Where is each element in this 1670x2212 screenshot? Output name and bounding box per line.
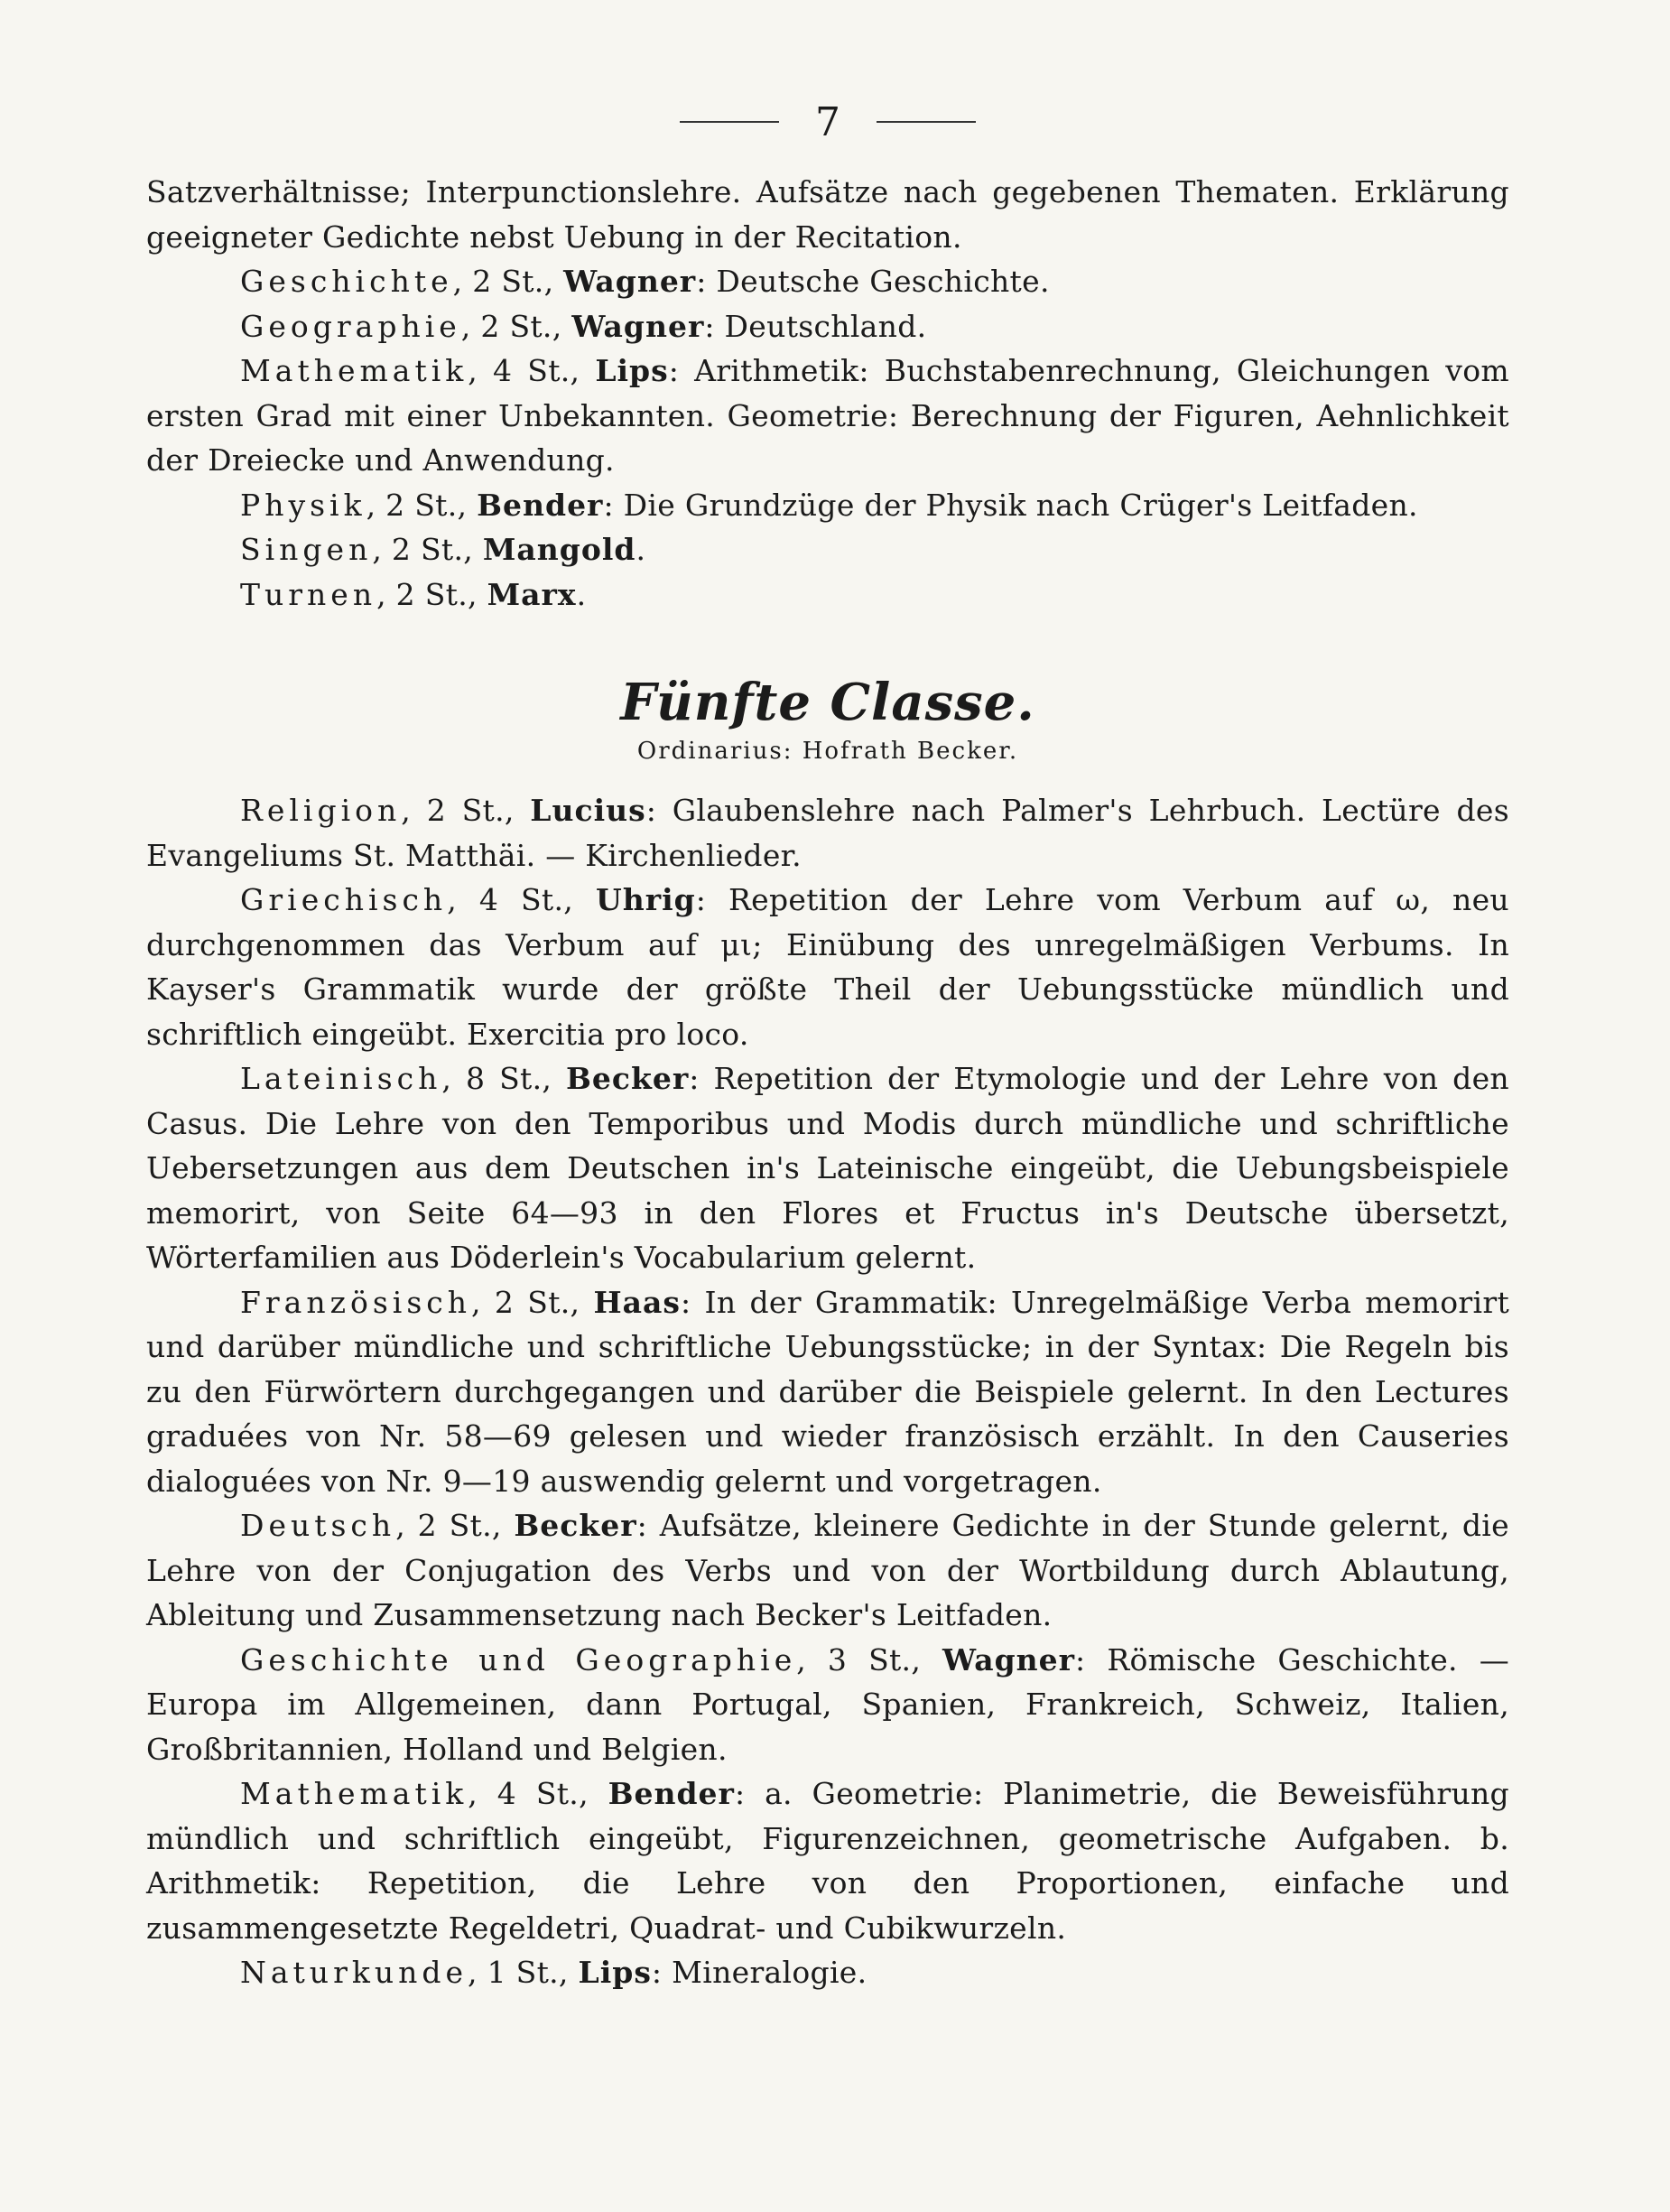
subject-hours: , 2 St., (452, 264, 564, 299)
subject-name: Geschichte und Geographie (240, 1641, 797, 1678)
teacher-name: Wagner (571, 308, 705, 344)
subject-name: Mathematik (240, 1776, 469, 1811)
teacher-name: Lips (595, 353, 669, 388)
section-heading: Fünfte Classe. (620, 673, 1035, 732)
subject-name: Geschichte (240, 264, 453, 299)
subject-paragraph (146, 1638, 1509, 1772)
subject-description: : Repetition der Etymologie und der Lehre von den Casus. Die Lehre von den Temporibus und Modis durch mündliche und schriftliche Uebersetzungen aus dem Deutschen in's Lateinische eingeübt, die Uebungsbeispiele memorirt, von Seite 64—93 in den Flores et Fructus in's Deutsche übersetzt, Wörterfamilien aus Döderlein's Vocabularium gelernt. (146, 1061, 1509, 1275)
teacher-name: Becker (514, 1508, 637, 1543)
subject-paragraph (146, 304, 1509, 349)
subject-name: Geographie (240, 308, 461, 344)
subject-hours: , 1 St., (468, 1955, 579, 1990)
subject-description: : Arithmetik: Buchstabenrechnung, Gleichungen vom ersten Grad mit einer Unbekannten. Geometrie: Berechnung der Figuren, Aehnlichkeit der Dreiecke und Anwendung. (146, 353, 1509, 478)
subject-description: : Römische Geschichte. — Europa im Allgemeinen, dann Portugal, Spanien, Frankreich, Schweiz, Italien, Großbritannien, Holland und Belgien. (146, 1641, 1509, 1767)
subject-hours: , 2 St., (401, 793, 531, 828)
document-page (146, 90, 1509, 2167)
subject-hours: , 2 St., (366, 487, 478, 523)
subject-paragraph (146, 572, 1509, 618)
teacher-name: Bender (608, 1776, 735, 1811)
subject-paragraph (146, 788, 1509, 878)
subject-name: Französisch (240, 1284, 472, 1320)
page-number: 7 (815, 98, 840, 145)
subject-description: : Aufsätze, kleinere Gedichte in der Stunde gelernt, die Lehre von der Conjugation des Verbs und von der Wortbildung durch Ablautung, Ableitung und Zusammensetzung nach Becker's Leitfaden. (146, 1508, 1509, 1632)
subject-hours: , 2 St., (471, 1284, 594, 1320)
teacher-name: Wagner (563, 264, 697, 299)
teacher-name: Haas (593, 1284, 681, 1320)
subject-description: : Deutschland. (704, 308, 927, 344)
subject-name: Physik (240, 487, 366, 523)
subject-paragraph (146, 878, 1509, 1056)
subject-hours: , 4 St., (447, 882, 596, 917)
page-header (146, 90, 1509, 153)
subject-paragraph (146, 1280, 1509, 1504)
subject-paragraph (146, 483, 1509, 528)
teacher-name: Lips (578, 1955, 652, 1990)
subject-paragraph (146, 1503, 1509, 1638)
subject-hours: , 2 St., (376, 576, 487, 612)
subject-paragraph (146, 1771, 1509, 1950)
continuation-paragraph (146, 170, 1509, 259)
subject-hours: , 3 St., (796, 1641, 943, 1678)
subject-hours: , 8 St., (441, 1061, 567, 1096)
teacher-name: Mangold (482, 532, 636, 567)
subject-paragraph (146, 527, 1509, 572)
subject-name: Naturkunde (240, 1955, 468, 1990)
subject-hours: , 2 St., (460, 308, 572, 344)
header-rule-left (680, 121, 779, 123)
subject-name: Mathematik (240, 353, 469, 388)
subject-description: : a. Geometrie: Planimetrie, die Beweisführung mündlich und schriftlich eingeübt, Figurenzeichnen, geometrische Aufgaben. b. Arithmetik: Repetition, die Lehre von den Proportionen, einfache und zusammengesetzte Regeldetri, Quadrat- und Cubikwurzeln. (146, 1776, 1509, 1946)
subject-description: : Glaubenslehre nach Palmer's Lehrbuch. Lectüre des Evangeliums St. Matthäi. — Kirchenlieder. (146, 793, 1509, 873)
subject-paragraph (146, 1950, 1509, 1995)
teacher-name: Wagner (942, 1641, 1076, 1678)
paragraph-text: Satzverhältnisse; Interpunctionslehre. Aufsätze nach gegebenen Thematen. Erklärung geeigneter Gedichte nebst Uebung in der Recitation. (146, 174, 1509, 255)
subject-paragraph (146, 349, 1509, 483)
subject-name: Griechisch (240, 882, 448, 917)
subject-name: Religion (240, 793, 402, 828)
subject-description: : Repetition der Lehre vom Verbum auf ω, neu durchgenommen das Verbum auf μι; Einübung des unregelmäßigen Verbums. In Kayser's Grammatik wurde der größte Theil der Uebungsstücke mündlich und schriftlich eingeübt. Exercitia pro loco. (146, 882, 1509, 1052)
subject-description: . (636, 532, 646, 567)
teacher-name: Bender (477, 487, 604, 523)
subject-description: : Deutsche Geschichte. (696, 264, 1050, 299)
subject-name: Lateinisch (240, 1061, 442, 1096)
subject-name: Turnen (240, 576, 377, 612)
teacher-name: Lucius (530, 793, 646, 828)
subject-name: Deutsch (240, 1508, 396, 1543)
subject-name: Singen (240, 532, 373, 567)
subject-paragraph (146, 1056, 1509, 1280)
subject-hours: , 2 St., (372, 532, 483, 567)
subject-hours: , 4 St., (468, 1776, 608, 1811)
subject-description: : Mineralogie. (651, 1955, 867, 1990)
teacher-name: Marx (487, 576, 577, 612)
teacher-name: Uhrig (595, 882, 696, 917)
subject-description: : In der Grammatik: Unregelmäßige Verba memorirt und darüber mündliche und schriftliche Uebungsstücke; in der Syntax: Die Regeln bis zu den Fürwörtern durchgegangen und darüber die Beispiele gelernt. In den Lectures graduées von Nr. 58—69 gelesen und wieder französisch erzählt. In den Causeries dialoguées von Nr. 9—19 auswendig gelernt und vorgetragen. (146, 1284, 1509, 1499)
section-ordinarius: Ordinarius: Hofrath Becker. (636, 738, 1019, 765)
subject-description: . (576, 576, 587, 612)
header-rule-right (877, 121, 976, 123)
teacher-name: Becker (566, 1061, 690, 1096)
subject-hours: , 2 St., (395, 1508, 515, 1543)
subject-paragraph (146, 259, 1509, 304)
subject-hours: , 4 St., (468, 353, 596, 388)
subject-description: : Die Grundzüge der Physik nach Crüger's Leitfaden. (603, 487, 1418, 523)
